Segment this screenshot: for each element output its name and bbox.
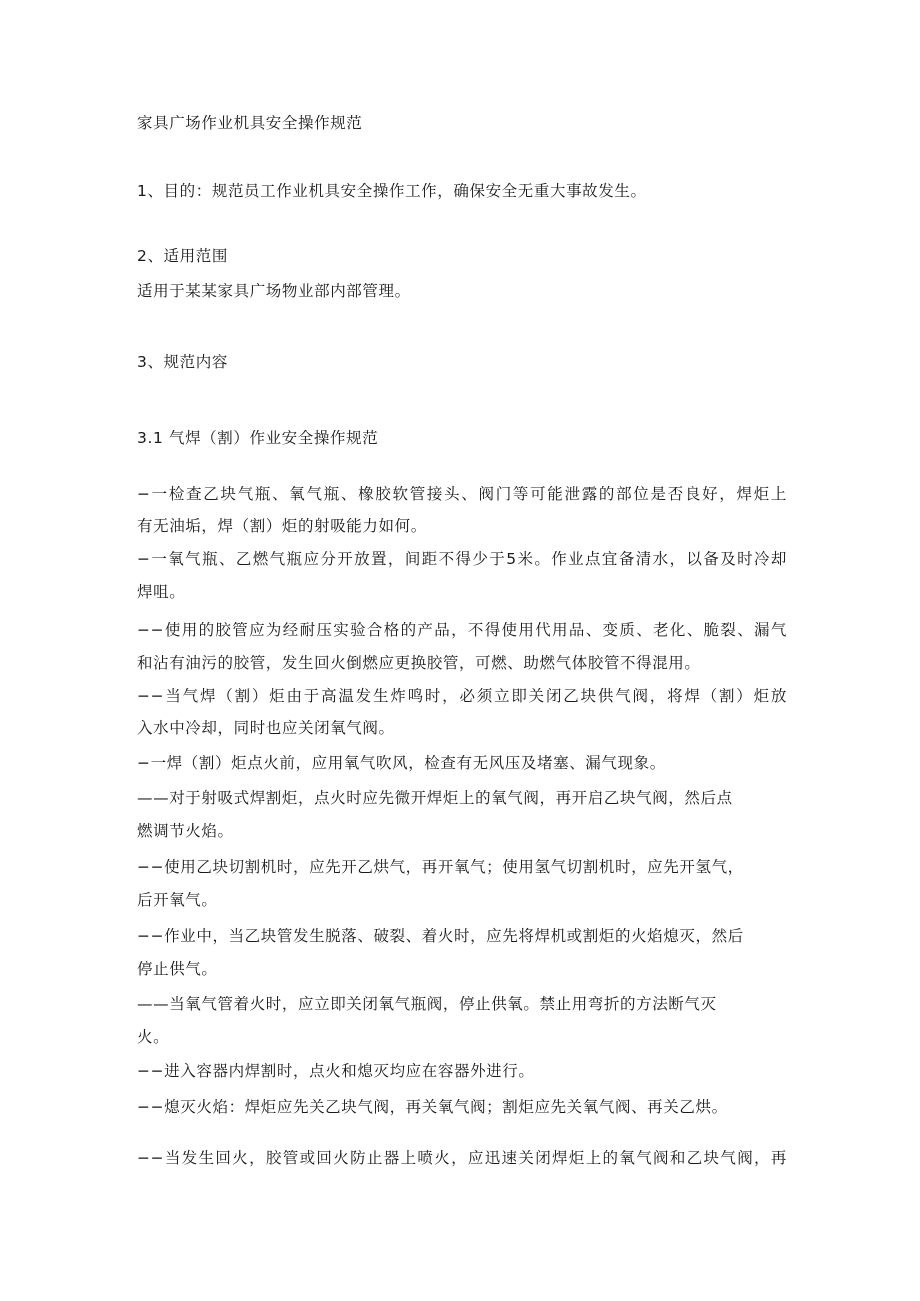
rule-line-cont: 火。 [137,1028,170,1046]
rule-line: −−当发生回火，胶管或回火防止器上喷火，应迅速关闭焊炬上的氧气阀和乙块气阀，再 [137,1149,787,1167]
rule-line: −−熄灭火焰：焊炬应先关乙块气阀，再关氧气阀；割炬应先关氧气阀、再关乙烘。 [137,1098,728,1116]
rule-line: ——对于射吸式焊割炬，点火时应先微开焊炬上的氧气阀，再开启乙块气阀，然后点 [137,789,733,807]
rule-line-cont: 和沾有油污的胶管，发生回火倒燃应更换胶管，可燃、助燃气体胶管不得混用。 [137,654,701,672]
rule-line-cont: 焊咀。 [137,583,186,601]
rule-line: −−当气焊（割）炬由于高温发生炸鸣时，必须立即关闭乙块供气阀，将焊（割）炬放 [137,687,787,705]
rule-line-cont: 后开氧气。 [137,891,218,909]
section-content-heading: 3、规范内容 [137,353,228,371]
rule-line: ——当氧气管着火时，应立即关闭氧气瓶阀，停止供氧。禁止用弯折的方法断气灭 [137,995,717,1013]
rule-line: −−进入容器内焊割时，点火和熄灭均应在容器外进行。 [137,1062,535,1080]
rule-line: −一焊（割）炬点火前，应用氧气吹风，检查有无风压及堵塞、漏气现象。 [137,754,666,772]
rule-line: −一检查乙块气瓶、氧气瓶、橡胶软管接头、阀门等可能泄露的部位是否良好，焊炬上 [137,485,787,503]
subsection-gas-welding-heading: 3.1 气焊（割）作业安全操作规范 [137,429,379,447]
section-scope-heading: 2、适用范围 [137,247,228,265]
rule-line: −−作业中，当乙块管发生脱落、破裂、着火时，应先将焊机或割炬的火焰熄灭，然后 [137,927,744,945]
rule-line-cont: 入水中冷却，同时也应关闭氧气阀。 [137,719,395,737]
section-scope-body: 适用于某某家具广场物业部内部管理。 [137,282,411,300]
rule-line: −−使用的胶管应为经耐压实验合格的产品，不得使用代用品、变质、老化、脆裂、漏气 [137,621,787,639]
rule-line-cont: 停止供气。 [137,960,218,978]
section-purpose: 1、目的：规范员工作业机具安全操作工作，确保安全无重大事故发生。 [137,182,647,200]
rule-line-cont: 燃调节火焰。 [137,822,234,840]
rule-line: −−使用乙块切割机时，应先开乙烘气，再开氧气；使用氢气切割机时，应先开氢气， [137,858,744,876]
rule-line: −一氧气瓶、乙燃气瓶应分开放置，间距不得少于5米。作业点宜备清水，以备及时冷却 [137,550,787,568]
document-title: 家具广场作业机具安全操作规范 [137,114,363,132]
rule-line-cont: 有无油垢，焊（割）炬的射吸能力如何。 [137,517,427,535]
